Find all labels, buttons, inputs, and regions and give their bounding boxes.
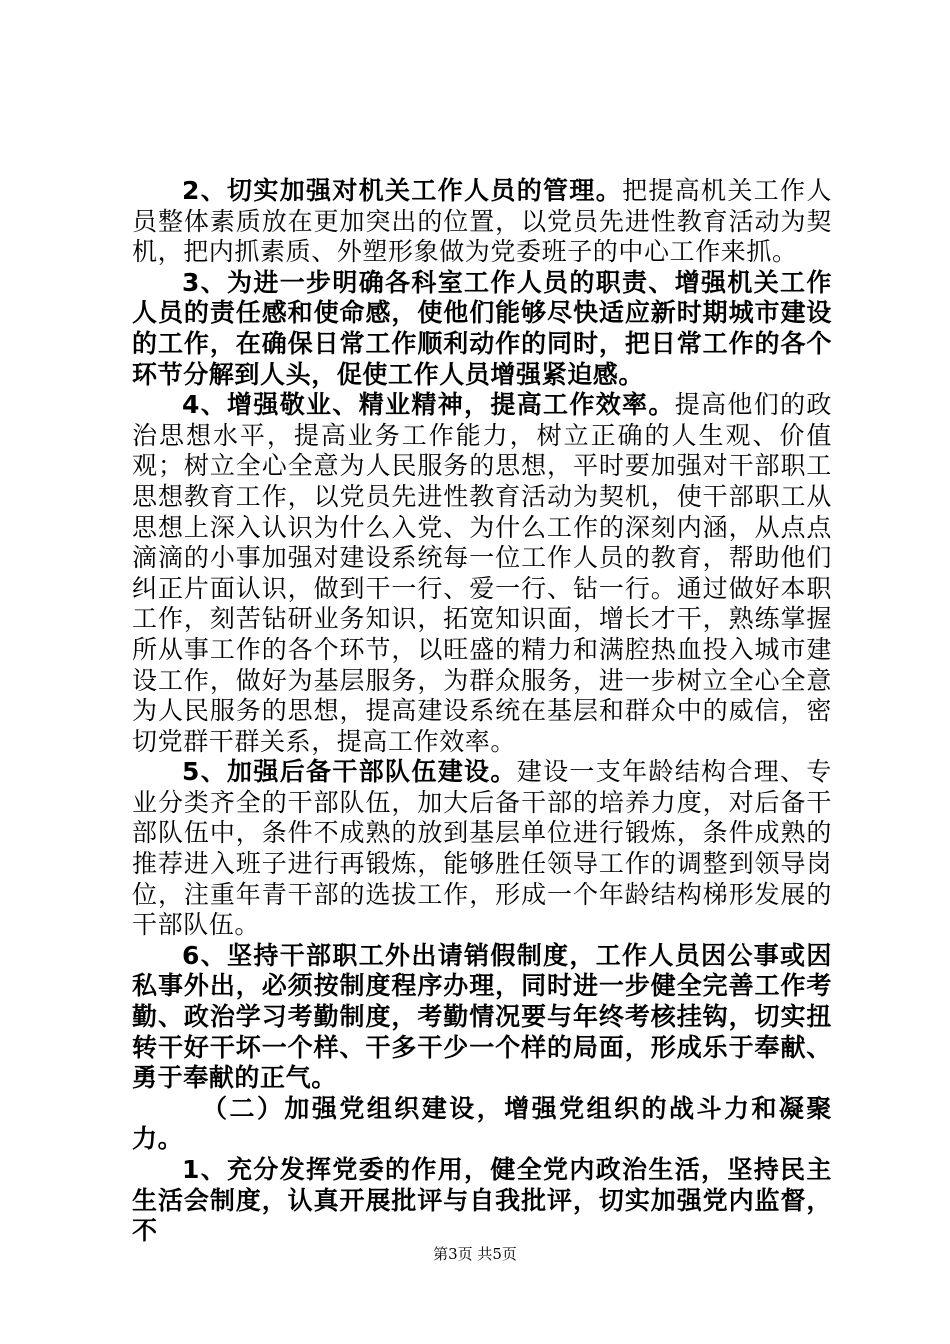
paragraph-text: 把提高机关工作人员整体素质放在更加突出的位置，以党员先进性教育活动为契机，把内抓素质、外塑形象做为党委班子的中心工作来抓。 — [132, 176, 832, 267]
paragraph-lead: 4、增强敬业、精业精神，提高工作效率。 — [182, 390, 675, 420]
paragraph-lead: 6、坚持干部职工外出请销假制度，工作人员因公事或因私事外出，必须按制度程序办理，同时进一步健全完善工作考勤、政治学习考勤制度，考勤情况要与年终考核挂钩，切实扭转干好干坏一个样、干多干少一个样的局面，形成乐于奉献、勇于奉献的正气。 — [132, 940, 832, 1093]
paragraph-lead: （二）加强党组织建设，增强党组织的战斗力和凝聚力。 — [132, 1093, 832, 1154]
paragraph-3 — [132, 390, 832, 757]
paragraph-text: 提高他们的政治思想水平，提高业务工作能力，树立正确的人生观、价值观；树立全心全意为人民服务的思想，平时要加强对干部职工思想教育工作，以党员先进性教育活动为契机，使干部职工从思想上深入认识为什么入党、为什么工作的深刻内涵，从点点滴滴的小事加强对建设系统每一位工作人员的教育，帮助他们纠正片面认识，做到干一行、爱一行、钻一行。通过做好本职工作，刻苦钻研业务知识，拓宽知识面，增长才干，熟练掌握所从事工作的各个环节，以旺盛的精力和满腔热血投入城市建设工作，做好为基层服务，为群众服务，进一步树立全心全意为人民服务的思想，提高建设系统在基层和群众中的威信，密切党群干群关系，提高工作效率。 — [132, 390, 833, 756]
paragraph-lead: 3、为进一步明确各科室工作人员的职责、增强机关工作人员的责任感和使命感，使他们能够尽快适应新时期城市建设的工作，在确保日常工作顺利动作的同时，把日常工作的各个环节分解到人头，促使工作人员增强紧迫感。 — [132, 267, 832, 389]
paragraph-6 — [132, 1155, 832, 1247]
paragraph-text: 建设一支年龄结构合理、专业分类齐全的干部队伍，加大后备干部的培养力度，对后备干部队伍中，条件不成熟的放到基层单位进行锻炼，条件成熟的推荐进入班子进行再锻炼，能够胜任领导工作的调整到领导岗位，注重年青干部的选拔工作，形成一个年龄结构梯形发展的干部队伍。 — [132, 757, 832, 940]
paragraph-lead: 5、加强后备干部队伍建设。 — [182, 757, 517, 787]
paragraph-4 — [132, 757, 832, 941]
section-heading — [132, 1094, 832, 1155]
page-number-footer: 第3页 共5页 — [433, 1245, 517, 1263]
paragraph-lead: 2、切实加强对机关工作人员的管理。 — [182, 176, 623, 205]
paragraph-2 — [132, 268, 832, 390]
paragraph-lead: 1、充分发挥党委的作用，健全党内政治生活，坚持民主生活会制度，认真开展批评与自我批评，切实加强党内监督，不 — [132, 1155, 832, 1246]
paragraph-5 — [132, 941, 832, 1094]
paragraph-1 — [132, 176, 832, 268]
document-body — [132, 176, 832, 1247]
